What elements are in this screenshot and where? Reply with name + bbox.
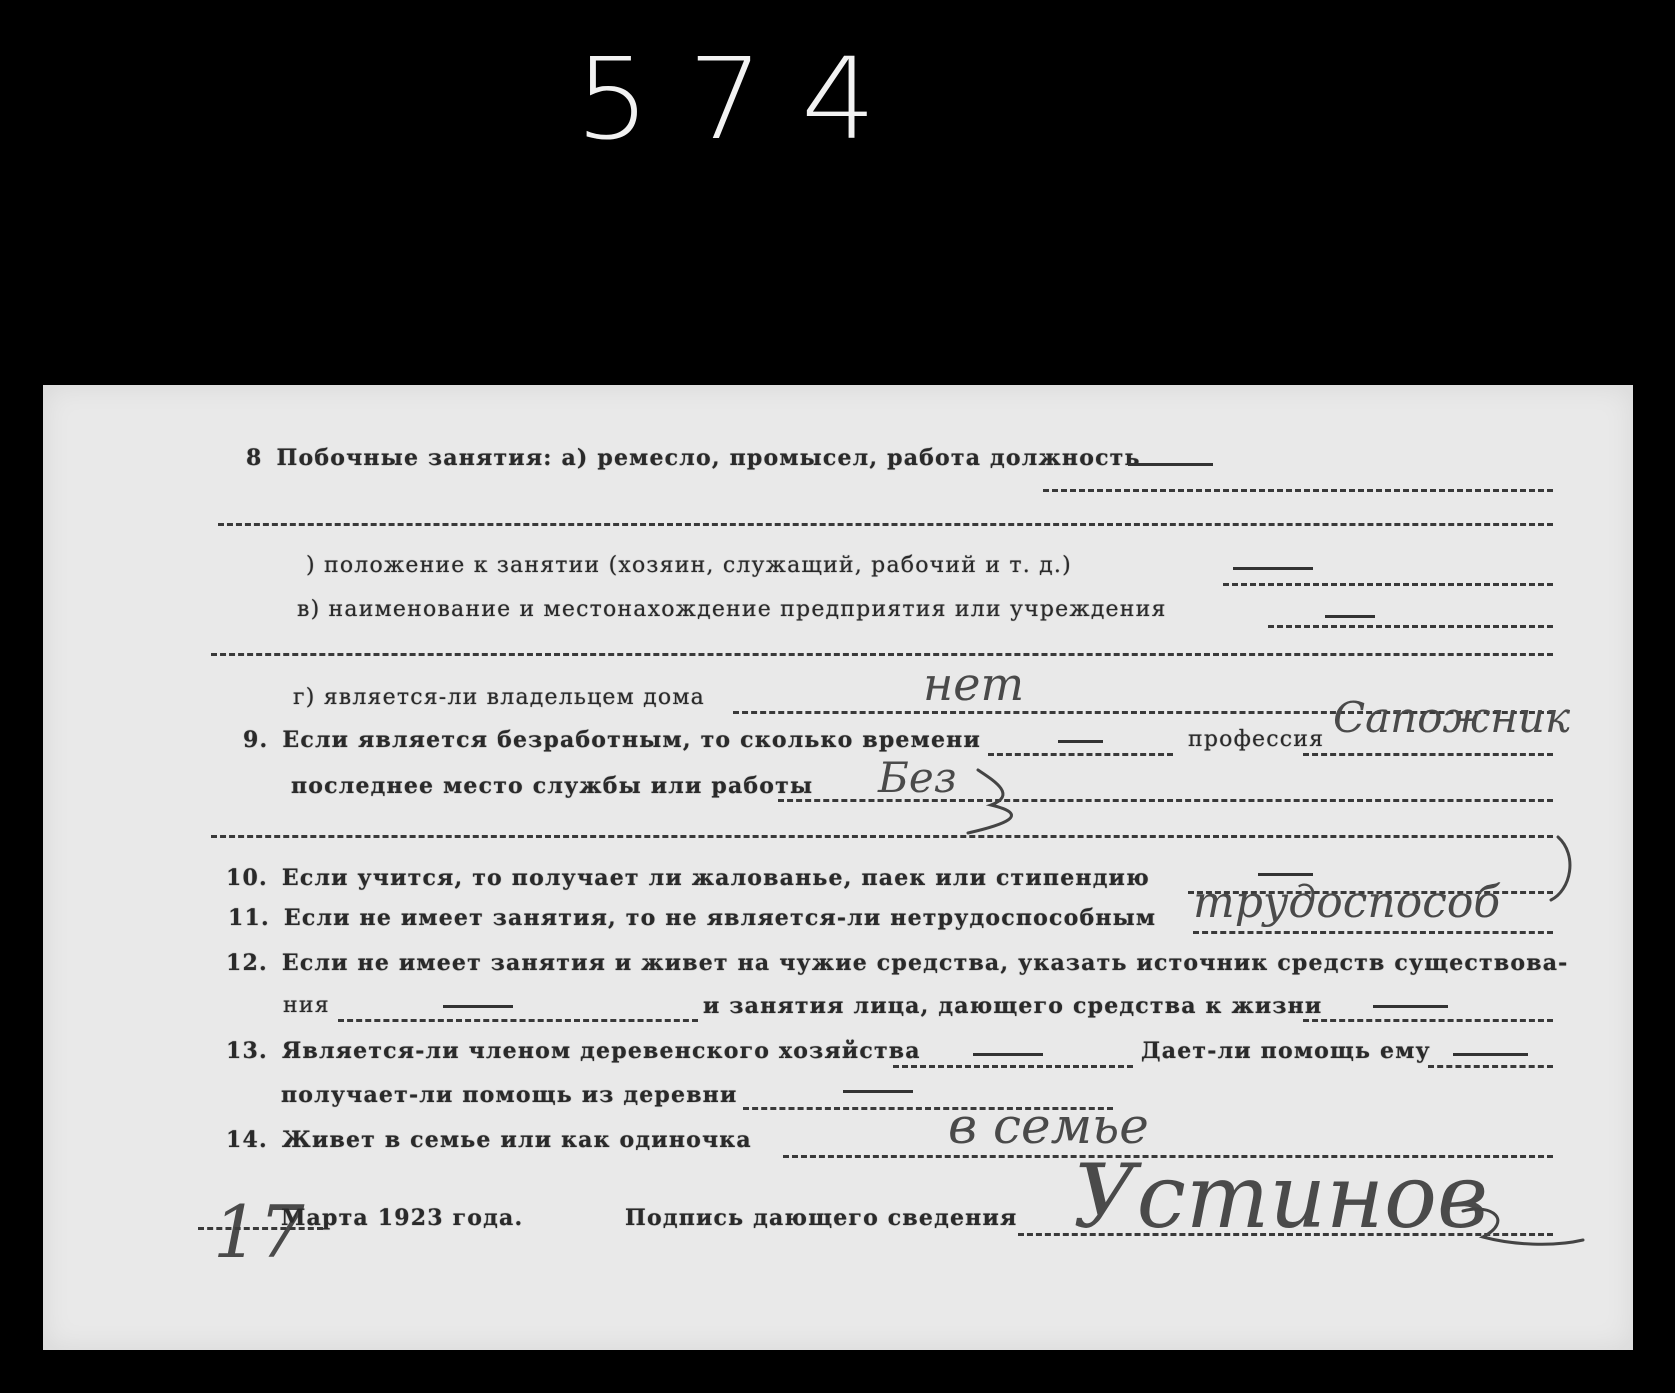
q8-v-label: в) наименование и местонахождение предприятия или учреждения [297, 597, 1167, 622]
q13-receive-label: получает-ли помощь из деревни [281, 1082, 738, 1108]
q8-b-dash [1233, 567, 1313, 570]
q13-receive-dash [843, 1090, 913, 1093]
q9-label: Если является безработным, то сколько времени [282, 727, 981, 753]
q13-number: 13. [226, 1038, 268, 1064]
q11-fill [1193, 931, 1553, 934]
q8-line-v [297, 597, 1167, 622]
q13-help-label: Дает-ли помощь ему [1141, 1038, 1431, 1064]
q14-label: Живет в семье или как одиночка [281, 1127, 752, 1153]
q8-g-label: г) является-ли владельцем дома [293, 685, 705, 710]
q9-last-place-line [291, 773, 813, 799]
q13-receive-line [281, 1082, 738, 1108]
q9-last-place-label: последнее место службы или работы [291, 773, 814, 799]
q8-line-b [306, 553, 1072, 578]
q13-help-fill [1428, 1065, 1553, 1068]
q8-b-fill [1223, 583, 1553, 586]
q8-number: 8 [246, 445, 263, 471]
q8-a-label: Побочные занятия: а) ремесло, промысел, работа должность [276, 445, 1141, 471]
q14-number: 14. [226, 1127, 268, 1153]
q9-rule2 [211, 835, 1553, 838]
q9-profession-label: профессия [1188, 727, 1325, 752]
q8-b-label: ) положение к занятии (хозяин, служащий, рабочий и т. д.) [306, 553, 1072, 578]
q12-source-fill [338, 1019, 698, 1022]
q12-number: 12. [226, 950, 268, 976]
q11-answer: трудоспособ [1193, 877, 1501, 928]
q13-label: Является-ли членом деревенского хозяйства [281, 1038, 921, 1064]
q12-line [226, 950, 1569, 976]
q8-line-a [246, 445, 1141, 471]
q13-line [226, 1038, 921, 1064]
q10-label: Если учится, то получает ли жалованье, паек или стипендию [281, 865, 1150, 891]
q11-line [228, 905, 1156, 931]
footer-date: Марта 1923 года. [281, 1205, 524, 1231]
q12-tail-label: и занятия лица, дающего средства к жизни [703, 993, 1323, 1019]
q12-tail-fill [1303, 1019, 1553, 1022]
footer-signature-label: Подпись дающего сведения [625, 1205, 1018, 1231]
q8-line-g [293, 685, 705, 710]
q10-number: 10. [226, 865, 268, 891]
q11-number: 11. [228, 905, 270, 931]
pencil-stroke-1 [1551, 837, 1570, 900]
q8-v-dash [1325, 615, 1375, 618]
q10-line [226, 865, 1150, 891]
q9-number: 9. [243, 727, 269, 753]
q9-last-place-answer: Без [878, 753, 957, 802]
q8-v-rule2 [211, 653, 1553, 656]
q13-member-dash [973, 1053, 1043, 1056]
q8-a-fill [1043, 489, 1553, 492]
q9-line [243, 727, 981, 753]
footer-day: 17 [213, 1190, 305, 1274]
frame-number: 574 [575, 33, 915, 165]
census-card [43, 385, 1633, 1350]
q8-g-answer: нет [923, 657, 1025, 711]
q12-cont-label: ния [283, 993, 330, 1018]
q14-line [226, 1127, 752, 1153]
q9-time-dash [1058, 740, 1103, 743]
q8-a-rule2 [218, 523, 1553, 526]
footer-signature: Устинов [1073, 1145, 1489, 1248]
q8-a-dash [1128, 463, 1213, 466]
q13-help-dash [1453, 1053, 1528, 1056]
q14-answer: в семье [948, 1097, 1149, 1155]
q9-time-fill [988, 753, 1173, 756]
q12-source-dash [443, 1005, 513, 1008]
q10-dash [1258, 873, 1313, 876]
q12-tail-dash [1373, 1005, 1448, 1008]
q8-v-fill [1268, 625, 1553, 628]
q11-label: Если не имеет занятия, то не является-ли нетрудоспособным [283, 905, 1157, 931]
q9-profession-answer: Сапожник [1333, 693, 1571, 742]
q13-member-fill [893, 1065, 1133, 1068]
q12-label: Если не имеет занятия и живет на чужие средства, указать источник средств существова- [281, 950, 1569, 976]
q9-profession-fill [1303, 753, 1553, 756]
